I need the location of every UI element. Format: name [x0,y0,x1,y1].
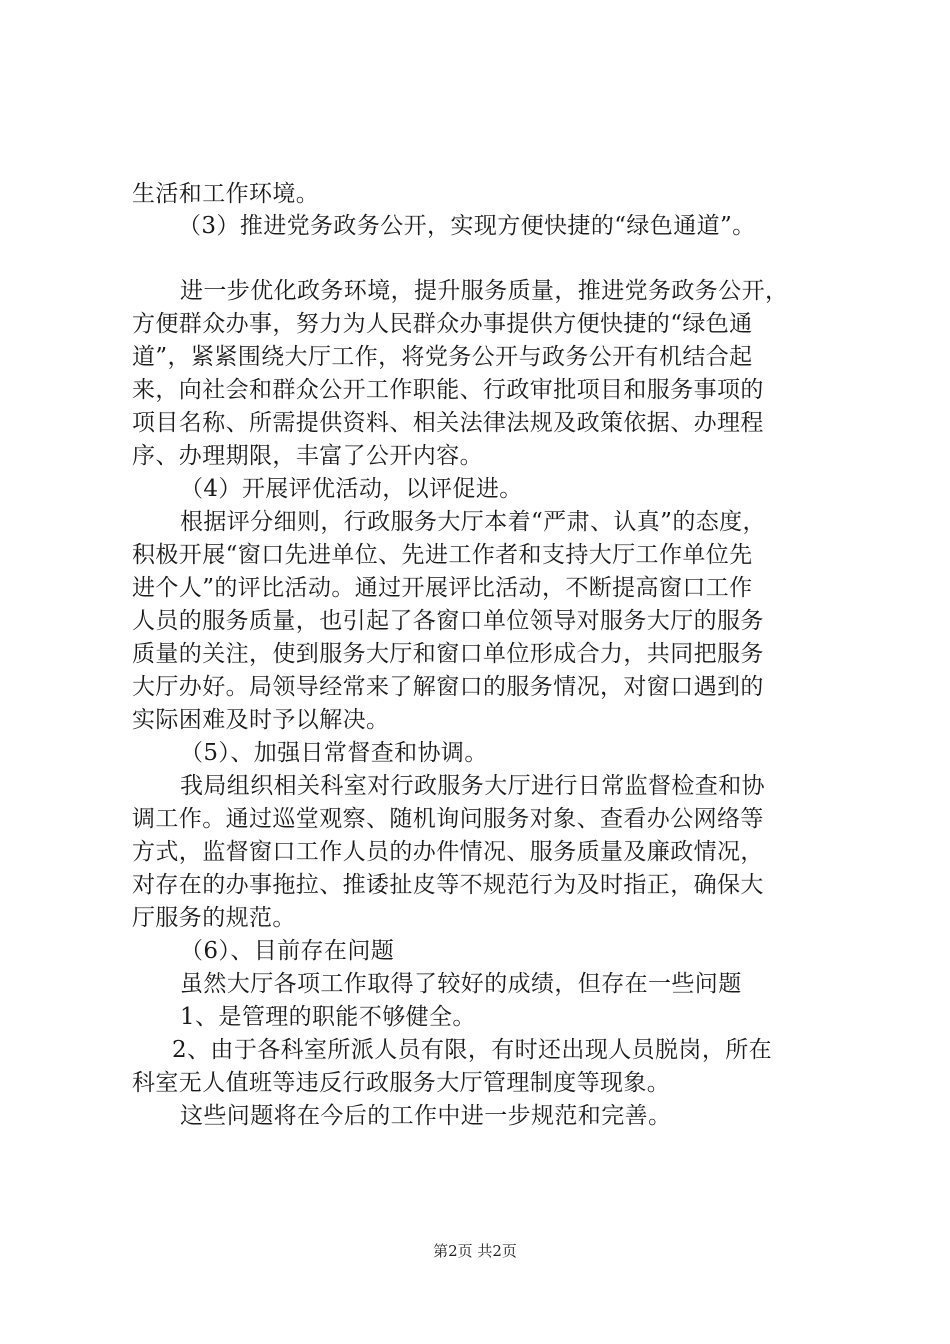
page-number-footer: 第2页 共2页 [433,1242,517,1260]
text-line: 厅服务的规范。 [132,905,296,931]
text-line: 对存在的办事拖拉、推诿扯皮等不规范行为及时指正，确保大 [132,872,764,898]
text-line: 这些问题将在今后的工作中进一步规范和完善。 [180,1103,672,1129]
text-line: 调工作。通过巡堂观察、随机询问服务对象、查看办公网络等 [132,806,764,832]
section-heading-4: （4）开展评优活动，以评促进。 [180,476,523,502]
text-line: 1、是管理的职能不够健全。 [180,1004,476,1030]
text-line: 我局组织相关科室对行政服务大厅进行日常监督检查和协 [180,773,765,799]
text-line: 虽然大厅各项工作取得了较好的成绩，但存在一些问题 [180,971,742,997]
text-line: 积极开展“窗口先进单位、先进工作者和支持大厅工作单位先 [132,542,753,568]
section-heading-5: （5）、加强日常督查和协调。 [180,740,488,766]
text-line: 根据评分细则，行政服务大厅本着“严肃、认真”的态度， [180,509,766,535]
text-line: 实际困难及时予以解决。 [132,707,390,733]
text-line: 进一步优化政务环境，提升服务质量，推进党务政务公开， [180,278,789,304]
text-line: 进个人”的评比活动。通过开展评比活动，不断提高窗口工作 [132,575,753,601]
section-heading-3: （3）推进党务政务公开，实现方便快捷的“绿色通道”。 [178,213,756,239]
text-line: 方式，监督窗口工作人员的办件情况、服务质量及廉政情况， [132,839,764,865]
text-line: 项目名称、所需提供资料、相关法律法规及政策依据、办理程 [132,410,764,436]
text-line: 来，向社会和群众公开工作职能、行政审批项目和服务事项的 [132,377,764,403]
section-heading-6: （6）、目前存在问题 [180,938,395,964]
text-line: 道”，紧紧围绕大厅工作，将党务公开与政务公开有机结合起 [132,344,753,370]
text-line: 方便群众办事，努力为人民群众办事提供方便快捷的“绿色通 [132,311,753,337]
text-line: 质量的关注，使到服务大厅和窗口单位形成合力，共同把服务 [132,641,764,667]
text-line: 大厅办好。局领导经常来了解窗口的服务情况，对窗口遇到的 [132,674,764,700]
text-line: 生活和工作环境。 [132,181,320,207]
text-line: 序、办理期限，丰富了公开内容。 [132,443,483,469]
text-line: 人员的服务质量，也引起了各窗口单位领导对服务大厅的服务 [132,608,764,634]
text-line: 2、由于各科室所派人员有限，有时还出现人员脱岗，所在 [172,1037,773,1063]
text-line: 科室无人值班等违反行政服务大厅管理制度等现象。 [132,1070,671,1096]
